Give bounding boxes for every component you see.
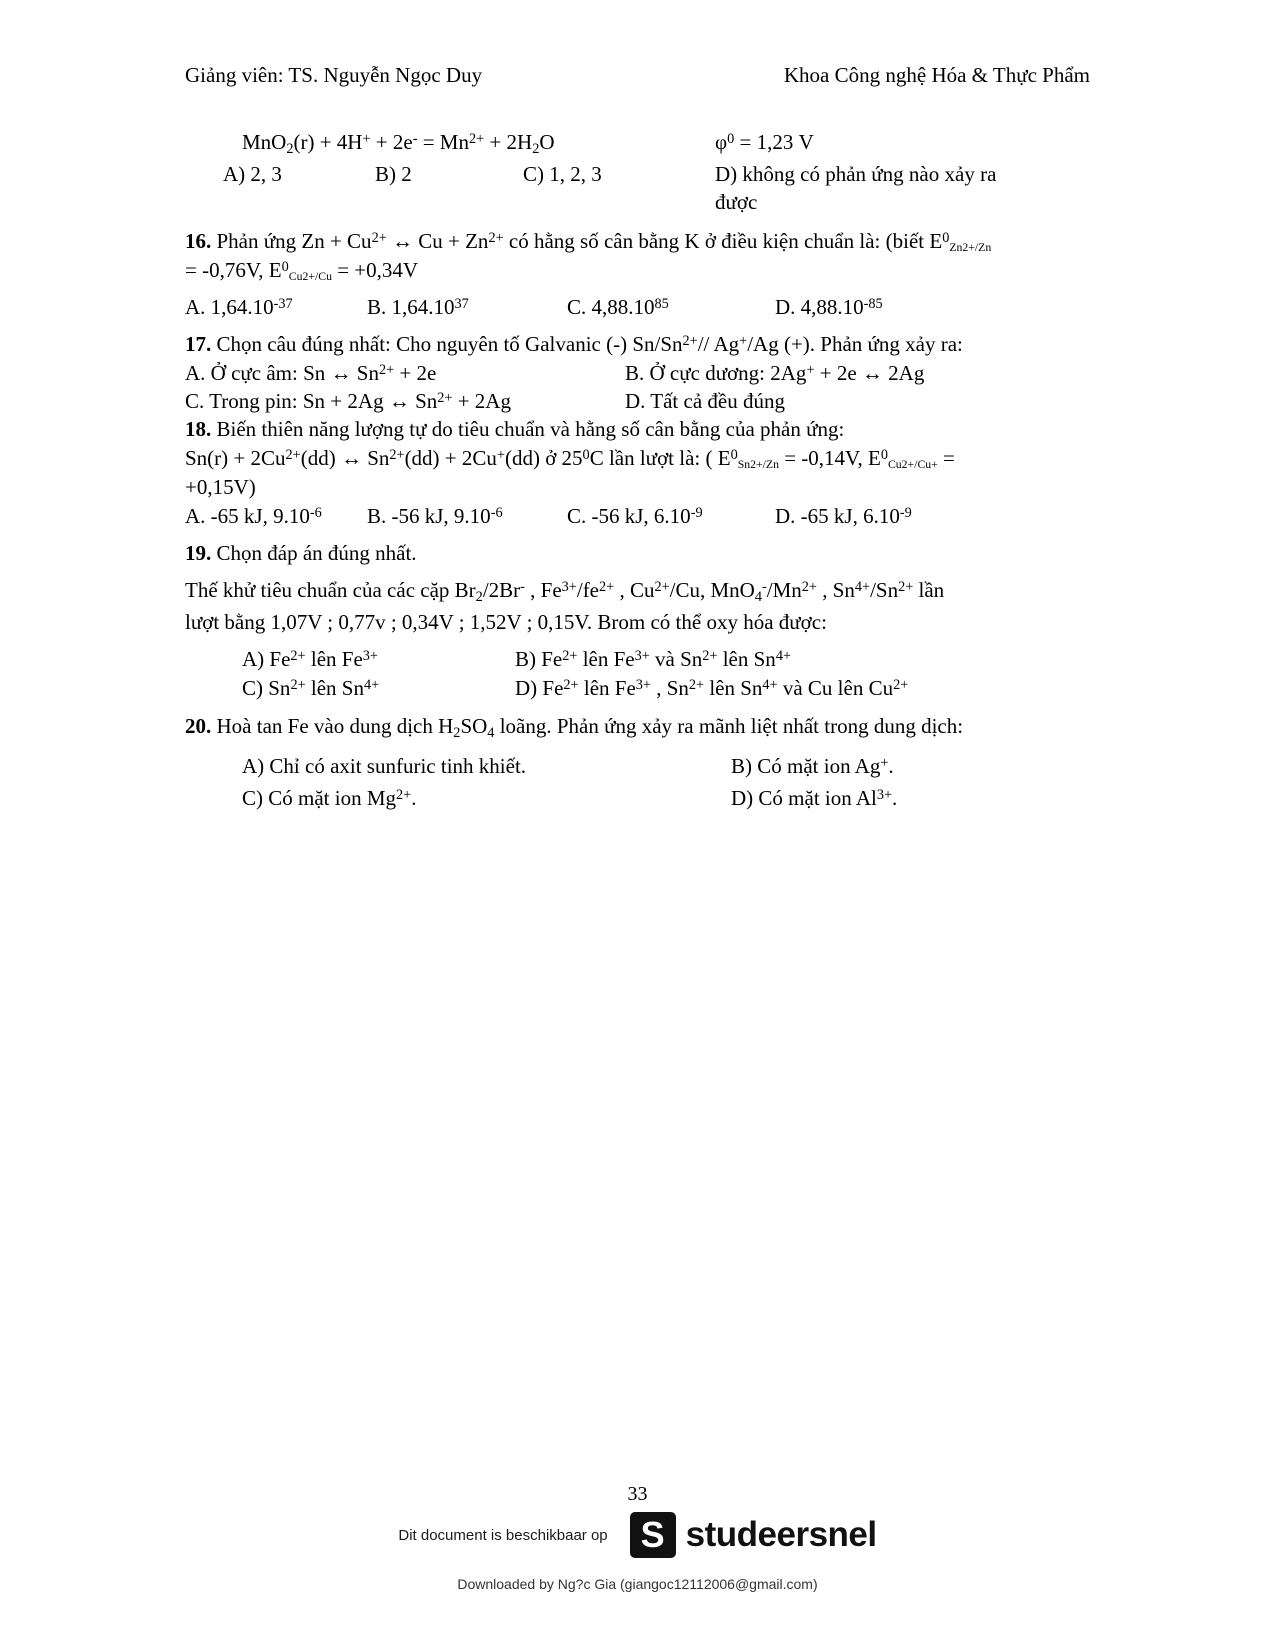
question-19-options-row1 bbox=[185, 645, 1090, 674]
question-17-options-row2 bbox=[185, 387, 1090, 415]
question-19 bbox=[185, 539, 1090, 703]
question-19-line2: Thế khử tiêu chuẩn của các cặp $Br_2/2Br^-$ , $Fe^{3+}/fe^{2+}$ , $Cu^{2+}/Cu$, $MnO_4^-/Mn^{2+}$ , $Sn^{4+}/Sn^{2+}$ lần bbox=[185, 578, 945, 606]
option-d[interactable]: D. Tất cả đều đúng bbox=[625, 389, 785, 414]
studeersnel-wordmark: studeersnel bbox=[685, 1515, 877, 1554]
question-19-line3: lượt bằng 1,07V ; 0,77v ; 0,34V ; 1,52V ; 0,15V. Brom có thể oxy hóa được: bbox=[185, 610, 827, 635]
header-right: Khoa Công nghệ Hóa & Thực Phẩm bbox=[783, 63, 1090, 87]
option-c[interactable]: C) $Sn^{2+}$ lên $Sn^{4+}$ bbox=[242, 676, 380, 701]
question-16-text: 16. Phản ứng $Zn + Cu^{2+}$ ↔ $Cu + Zn^{2+}$ có hằng số cân bằng K ở điều kiện chuẩn là: (biết $E^0Zn2+/Zn$ bbox=[185, 229, 992, 254]
option-d-cont: được bbox=[715, 190, 758, 214]
option-a[interactable]: A) Chỉ có axit sunfuric tinh khiết. bbox=[242, 753, 527, 778]
option-b[interactable]: B) Có mặt ion Ag+. bbox=[731, 753, 894, 778]
option-d[interactable]: D. -65 kJ, $6.10^{-9}$ bbox=[775, 504, 912, 529]
studeersnel-logo[interactable] bbox=[630, 1512, 877, 1558]
option-a[interactable]: A. Ở cực âm: Sn ↔ $Sn^{2+} + 2e$ bbox=[185, 361, 437, 386]
equation-options bbox=[185, 160, 1090, 218]
question-17-text: 17. Chọn câu đúng nhất: Cho nguyên tố Galvanic (-) $Sn/Sn^{2+}//$ Ag+/Ag (+). Phản ứng xảy ra: bbox=[185, 332, 963, 357]
footer-watermark bbox=[0, 1512, 1275, 1558]
page-number: 33 bbox=[627, 1483, 648, 1505]
header-left: Giảng viên: TS. Nguyễn Ngọc Duy bbox=[185, 63, 483, 87]
option-a[interactable]: A) $Fe^{2+}$ lên $Fe^{3+}$ bbox=[242, 647, 378, 672]
option-b[interactable]: B) $Fe^{2+}$ lên $Fe^{3+}$ và $Sn^{2+}$ lên $Sn^{4+}$ bbox=[515, 647, 791, 672]
question-19-options-row2 bbox=[185, 674, 1090, 703]
studeersnel-mark-icon bbox=[630, 1512, 676, 1558]
question-18-options bbox=[185, 502, 1090, 530]
option-c[interactable]: C. Trong pin: Sn + 2Ag ↔ $Sn^{2+} + 2Ag$ bbox=[185, 389, 511, 414]
option-d[interactable]: D) không có phản ứng nào xảy ra bbox=[715, 162, 997, 186]
document-body bbox=[185, 128, 1090, 816]
equation-main: $MnO_2(r) + 4H^+ + 2e^- = Mn^{2+} + 2H_2O$ bbox=[242, 130, 555, 157]
question-20-text: 20. Hoà tan Fe vào dung dịch $H_2SO_4$ loãng. Phản ứng xảy ra mãnh liệt nhất trong dung dịch: bbox=[185, 714, 964, 742]
option-d[interactable]: D. $4,88.10^{-85}$ bbox=[775, 295, 883, 320]
option-a[interactable]: A) 2, 3 bbox=[223, 162, 282, 186]
option-b[interactable]: B. -56 kJ, $9.10^{-6}$ bbox=[367, 504, 503, 529]
question-18 bbox=[185, 415, 1090, 530]
option-b[interactable]: B) 2 bbox=[375, 162, 412, 186]
option-a[interactable]: A. $1,64.10^{-37}$ bbox=[185, 295, 293, 320]
question-16 bbox=[185, 227, 1090, 321]
question-16-text-line2: = -0,76V, $E^0Cu2+/Cu = +0,34V$ bbox=[185, 258, 419, 284]
equation-line bbox=[185, 128, 1090, 158]
question-18-line2: $Sn(r) + 2Cu^{2+}(dd)$ ↔ $Sn^{2+}(dd) + 2Cu^+(dd)$ ở $25^0C$ lần lượt là: ( $E^0Sn2+/Zn = -0,14V$, $E^0Cu2+/Cu+$ = bbox=[185, 446, 955, 472]
option-c[interactable]: C. -56 kJ, $6.10^{-9}$ bbox=[567, 504, 703, 529]
question-17-options-row1 bbox=[185, 359, 1090, 387]
question-20 bbox=[185, 712, 1090, 816]
option-d[interactable]: D) Có mặt ion $Al^{3+}$. bbox=[731, 785, 898, 810]
option-c[interactable]: C) Có mặt ion $Mg^{2+}$. bbox=[242, 785, 417, 810]
option-c[interactable]: C. 4,88.10$^{85}$ bbox=[567, 295, 669, 320]
question-16-options bbox=[185, 293, 1090, 321]
option-b[interactable]: B. 1,64.10$^{37}$ bbox=[367, 295, 469, 320]
question-18-text: 18. Biến thiên năng lượng tự do tiêu chuẩn và hằng số cân bằng của phản ứng: bbox=[185, 417, 845, 442]
question-20-options-row1 bbox=[185, 752, 1090, 784]
question-19-text: 19. Chọn đáp án đúng nhất. bbox=[185, 541, 417, 566]
downloaded-by-text: Downloaded by Ng?c Gia (giangoc12112006@gmail.com) bbox=[457, 1576, 818, 1592]
question-17 bbox=[185, 330, 1090, 415]
option-c[interactable]: C) 1, 2, 3 bbox=[523, 162, 602, 186]
equation-potential: $\varphi^0 = 1,23$ V bbox=[715, 130, 814, 154]
question-20-options-row2 bbox=[185, 784, 1090, 816]
page-header bbox=[185, 62, 1090, 89]
option-a[interactable]: A. -65 kJ, $9.10^{-6}$ bbox=[185, 504, 322, 529]
option-b[interactable]: B. Ở cực dương: 2Ag+ + 2e ↔ 2Ag bbox=[625, 361, 925, 386]
option-d[interactable]: D) $Fe^{2+}$ lên $Fe^{3+}$ , $Sn^{2+}$ lên $Sn^{4+}$ và Cu lên $Cu^{2+}$ bbox=[515, 676, 909, 701]
footer-notice: Dit document is beschikbaar op bbox=[398, 1526, 608, 1544]
question-18-line3: +0,15V) bbox=[185, 475, 256, 500]
